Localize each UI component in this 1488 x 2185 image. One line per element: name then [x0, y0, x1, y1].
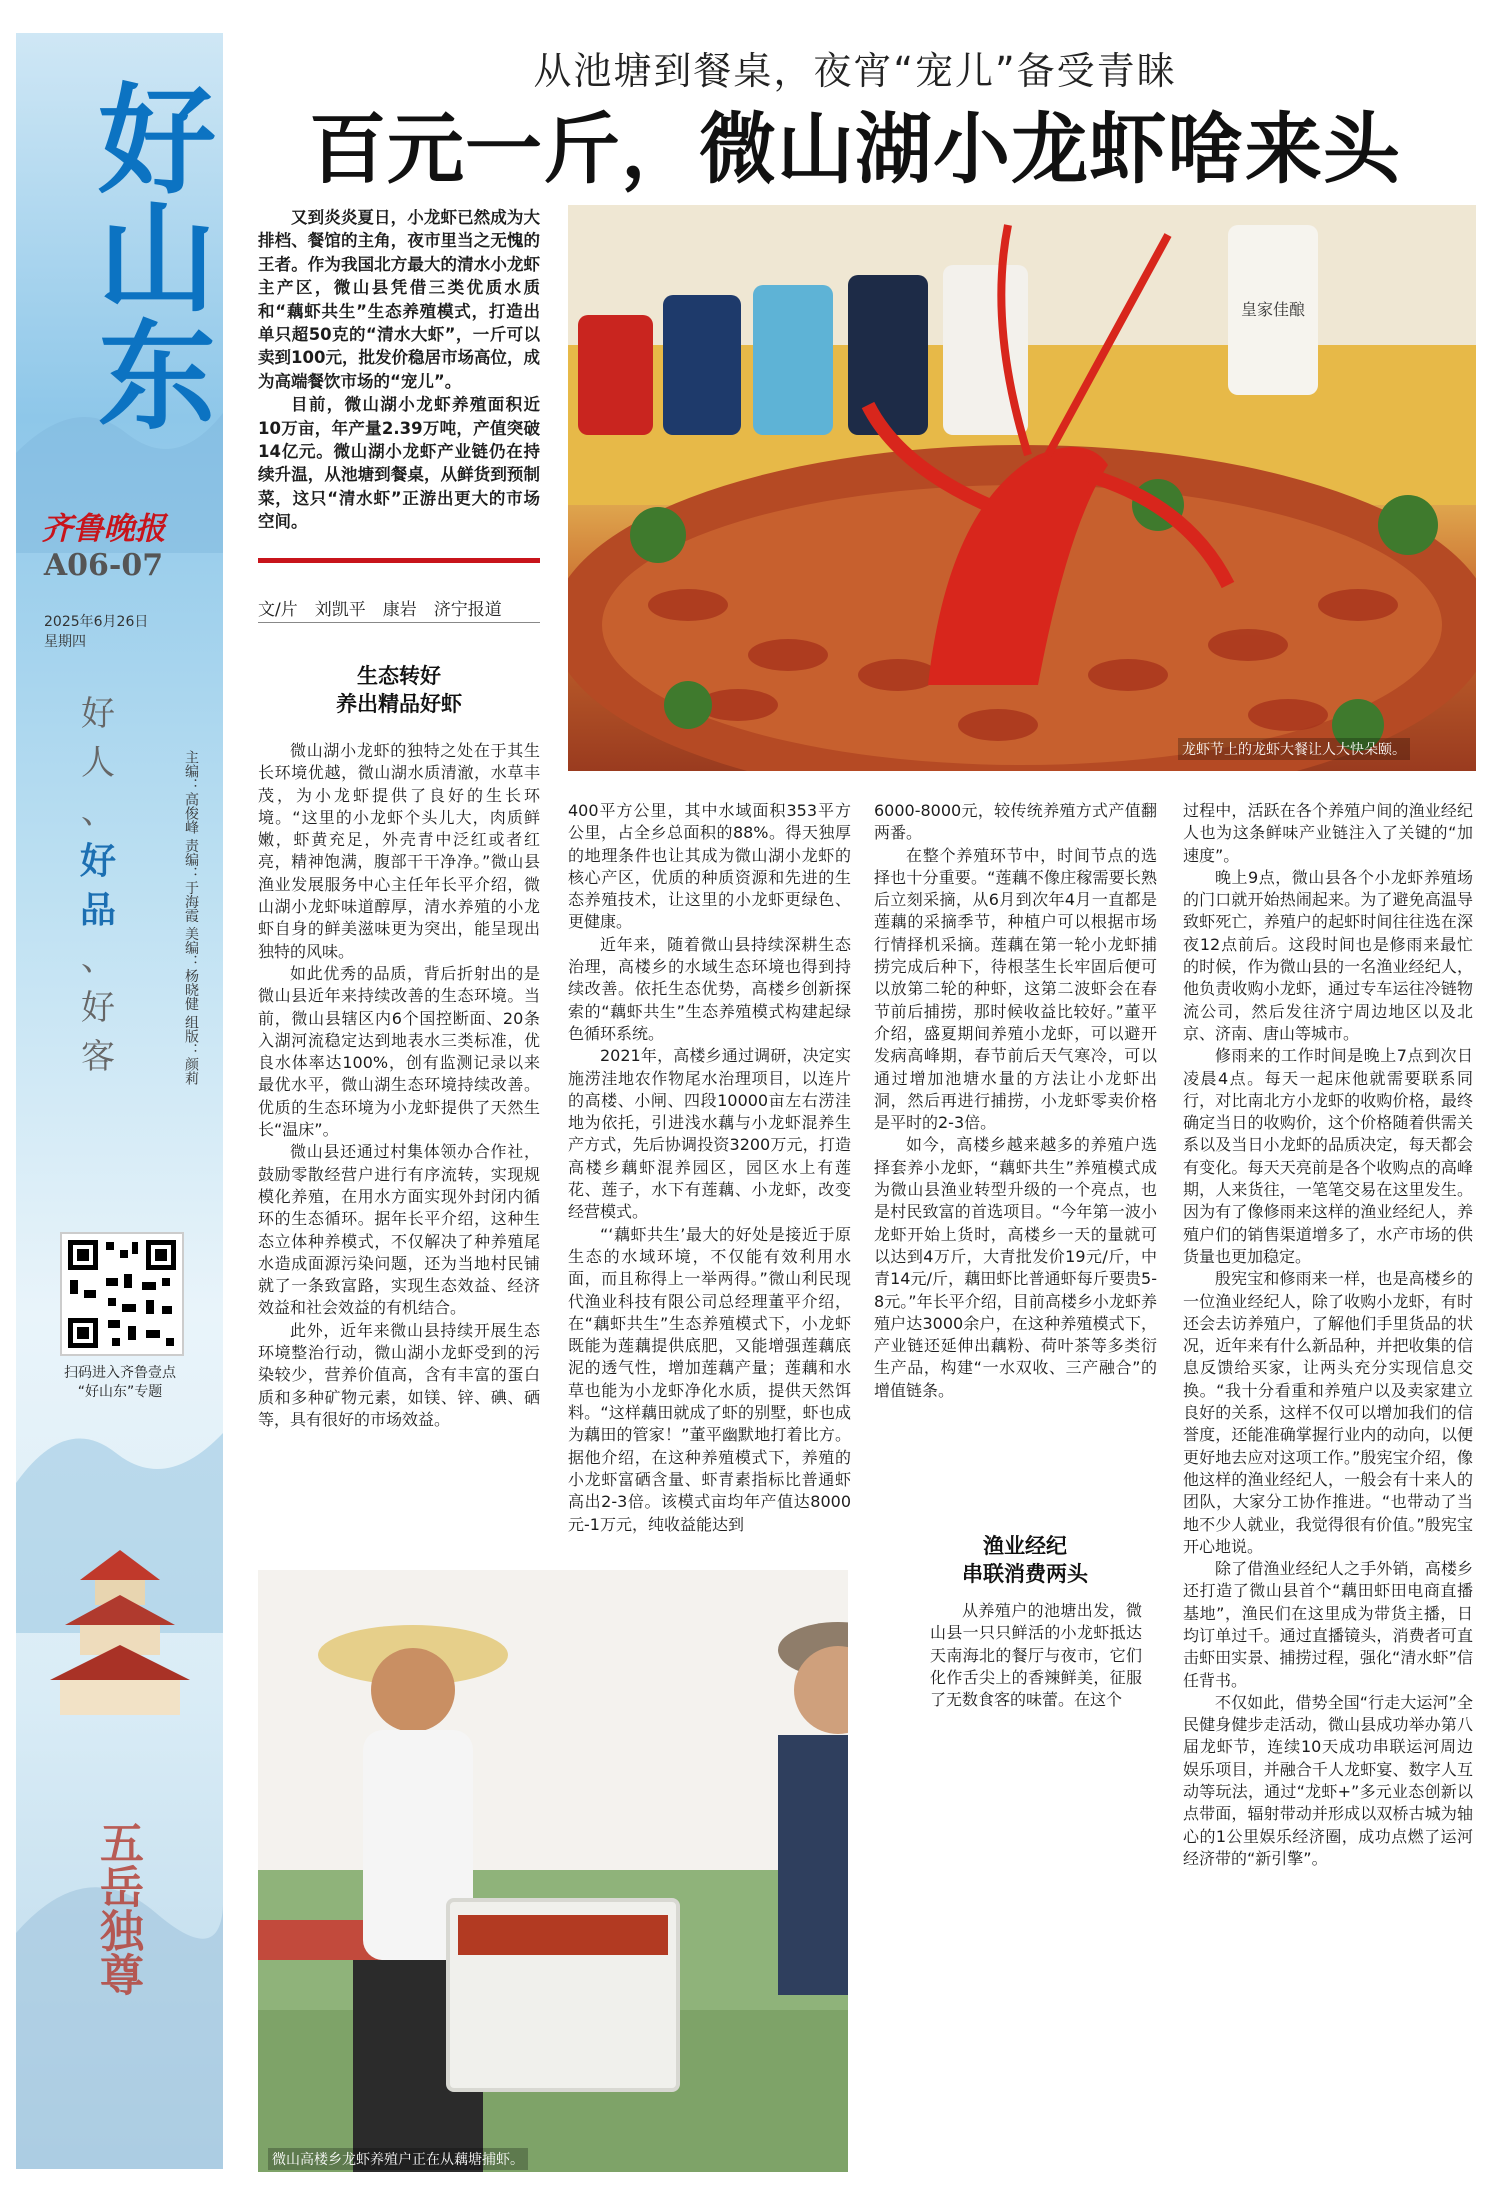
- paragraph: 2021年，高楼乡通过调研，决定实施涝洼地农作物尾水治理项目，以连片的高楼、小闸、四段10000亩左右涝洼地为依托，引进浅水藕与小龙虾混养生产方式，先后协调投资3200万元，打造高楼乡藕虾混养园区，园区水上有莲花、莲子，水下有莲藕、小龙虾，改变经营模式。: [568, 1046, 851, 1222]
- qr-caption: [30, 1364, 210, 1402]
- tagline-char: 、: [81, 792, 115, 832]
- paragraph: 晚上9点，微山县各个小龙虾养殖场的门口就开始热闹起来。为了避免高温导致虾死亡，养殖户的起虾时间往往选在深夜12点前后。这段时间也是修雨来最忙的时候，作为微山县的一名渔业经纪人，他负责收购小龙虾，通过专车运往冷链物流公司，然后发往济宁周边地区以及北京、济南、唐山等城市。: [1183, 867, 1473, 1043]
- column-1-text: [258, 740, 540, 1431]
- lobster-feast-illustration: [568, 205, 1476, 771]
- qr-code-icon: [62, 1234, 182, 1354]
- qr-caption-line: 扫码进入齐鲁壹点: [64, 1365, 176, 1381]
- column-4-text: [1183, 800, 1473, 1870]
- editor-credits: 主编：高俊峰 责编：于海霞 美编：杨晓健 组版：颜莉: [183, 750, 199, 1086]
- qr-code[interactable]: [60, 1232, 184, 1356]
- paragraph: 400平方公里，其中水域面积353平方公里，占全乡总面积的88%。得天独厚的地理条件也让其成为微山湖小龙虾的核心产区，优质的种质资源和先进的生态养殖技术，让这里的小龙虾更绿色、更健康。: [568, 801, 851, 932]
- lobster-feast-photo: [568, 205, 1476, 771]
- tagline-char: 客: [81, 1037, 115, 1077]
- tagline-char: 好: [81, 694, 115, 734]
- section-title-line: 养出精品好虾: [336, 691, 462, 716]
- section-title-line: 串联消费两头: [962, 1561, 1088, 1586]
- paragraph: 不仅如此，借势全国“行走大运河”全民健身健步走活动，微山县成功举办第八届龙虾节，连续10天成功串联运河周边娱乐项目，并融合千人龙虾宴、数字人互动等玩法，通过“龙虾+”多元业态创新以点带面，辐射带动并形成以双桥古城为轴心的1公里娱乐经济圈，成功点燃了运河经济带的“新引擎”。: [1183, 1692, 1473, 1868]
- paragraph: 微山县还通过村集体领办合作社，鼓励零散经营户进行有序流转，实现规模化养殖，在用水方面实现外封闭内循环的生态循环。据年长平介绍，这种生态立体种养模式，不仅解决了种养殖尾水造成面源污染问题，还为当地村民铺就了一条致富路，实现生态效益、经济效益和社会效益的有机结合。: [258, 1142, 540, 1318]
- tagline-char: 好: [81, 988, 115, 1028]
- column-3-text: [874, 800, 1157, 1402]
- paragraph: 微山湖小龙虾的独特之处在于其生长环境优越，微山湖水质清澈，水草丰茂，为小龙虾提供了良好的生长环境。“这里的小龙虾个头儿大，肉质鲜嫩，虾黄充足，外壳青中泛红或者红亮，精神饱满，腹部干干净净。”微山县渔业发展服务中心主任年长平介绍，微山湖小龙虾味道醇厚，清水养殖的小龙虾自身的鲜美滋味更为突出，能呈现出独特的风味。: [258, 741, 540, 961]
- section-title-ecology: [258, 662, 540, 718]
- issue-date: [44, 612, 148, 652]
- paragraph: “‘藕虾共生’最大的好处是接近于原生态的水域环境，不仅能有效利用水面，而且称得上一举两得。”微山利民现代渔业科技有限公司总经理董平介绍，在“藕虾共生”生态养殖模式下，小龙虾既能为莲藕提供底肥，又能增强莲藕底泥的透气性，增加莲藕产量；莲藕和水草也能为小龙虾净化水质，提供天然饵料。“这样藕田就成了虾的别墅，虾也成为藕田的管家！”董平幽默地打着比方。据他介绍，在这种养殖模式下，养殖的小龙虾富硒含量、虾青素指标比普通虾高出2-3倍。该模式亩均年产值达8000元-1万元，纯收益能达到: [568, 1224, 851, 1534]
- tagline-char: 人: [81, 743, 115, 783]
- farmers-illustration: [258, 1570, 848, 2172]
- section-title-broker: [920, 1532, 1130, 1588]
- bottle-label-text: 皇家佳酿: [1240, 302, 1306, 319]
- lead-paragraphs: [258, 206, 540, 534]
- tagline-char: 品: [79, 889, 116, 931]
- paragraph: 6000-8000元，较传统养殖方式产值翻两番。: [874, 801, 1157, 843]
- section-title-line: 生态转好: [357, 663, 441, 688]
- sidebar-title: 好山东: [78, 78, 217, 432]
- paragraph: 如此优秀的品质，背后折射出的是微山县近年来持续改善的生态环境。当前，微山县辖区内6个国控断面、20条入湖河流稳定达到地表水三类标准，优良水体率达100%，创有监测记录以来最优水平，微山湖生态环境持续改善。优质的生态环境为小龙虾提供了天然生长“温床”。: [258, 963, 540, 1140]
- paragraph: 在整个养殖环节中，时间节点的选择也十分重要。“莲藕不像庄稼需要长熟后立刻采摘，从6月到次年4月一直都是莲藕的采摘季节，种植户可以根据市场行情择机采摘。莲藕在第一轮小龙虾捕捞完成后种下，待根茎生长牢固后便可以放第二轮的种虾，这第二波虾会在春节前后捕捞，那时候收益比较好。”董平介绍，盛夏期间养殖小龙虾，可以避开发病高峰期，春节前后天气寒冷，可以通过增加池塘水量的方法让小龙虾出洞，然后再进行捕捞，小龙虾零卖价格是平时的2-3倍。: [874, 845, 1157, 1133]
- qr-caption-line: “好山东”专题: [77, 1384, 163, 1400]
- paragraph: 过程中，活跃在各个养殖户间的渔业经纪人也为这条鲜味产业链注入了关键的“加速度”。: [1183, 801, 1473, 865]
- page-number: A06-07: [43, 548, 164, 583]
- lead-paragraph: 目前，微山湖小龙虾养殖面积近10万亩，年产量2.39万吨，产值突破14亿元。微山湖小龙虾产业链仍在持续升温，从池塘到餐桌，从鲜货到预制菜，这只“清水虾”正游出更大的市场空间。: [258, 395, 540, 532]
- weekday-text: 星期四: [44, 634, 86, 650]
- byline-divider: [258, 622, 540, 623]
- paragraph: 从养殖户的池塘出发，微山县一只只鲜活的小龙虾抵达天南海北的餐厅与夜市，它们化作舌尖上的香辣鲜美，征服了无数食客的味蕾。在这个: [930, 1601, 1142, 1710]
- sidebar-tagline: [78, 690, 118, 1082]
- lead-paragraph: 又到炎炎夏日，小龙虾已然成为大排档、餐馆的主角，夜市里当之无愧的王者。作为我国北方最大的清水小龙虾主产区，微山县凭借三类优质水质和“藕虾共生”生态养殖模式，打造出单只超50克的“清水大虾”，一斤可以卖到100元，批发价稳居市场高位，成为高端餐饮市场的“宠儿”。: [258, 208, 540, 391]
- photo1-caption: 龙虾节上的龙虾大餐让人大快朵颐。: [1178, 738, 1410, 760]
- main-headline: 百元一斤，微山湖小龙虾啥来头: [309, 105, 1401, 195]
- lead-divider: [258, 558, 540, 563]
- paragraph: 除了借渔业经纪人之手外销，高楼乡还打造了微山县首个“藕田虾田电商直播基地”，渔民们在这里成为带货主播，日均订单过千。通过直播镜头，消费者可直击虾田实景、捕捞过程，强化“清水虾”信任背书。: [1183, 1559, 1473, 1690]
- kicker-headline: 从池塘到餐桌，夜宵“宠儿”备受青睐: [533, 49, 1177, 93]
- farmers-photo: [258, 1570, 848, 2172]
- paragraph: 如今，高楼乡越来越多的养殖户选择套养小龙虾，“藕虾共生”养殖模式成为微山县渔业转型升级的一个亮点，也是村民致富的首选项目。“今年第一波小龙虾开始上货时，高楼乡一天的量就可以达到4万斤，大青批发价19元/斤，中青14元/斤，藕田虾比普通虾每斤要贵5-8元。”年长平介绍，目前高楼乡小龙虾养殖户达3000余户，在这种养殖模式下，产业链还延伸出藕粉、荷叶茶等多类衍生产品，构建“一水双收、三产融合”的增值链条。: [874, 1135, 1157, 1400]
- section-title-line: 渔业经纪: [983, 1533, 1067, 1558]
- tagline-char: 好: [79, 840, 116, 882]
- column-3b-text: [930, 1600, 1142, 1711]
- sidebar-calligraphy: 五岳独尊: [92, 1820, 143, 1996]
- photo2-caption: 微山高楼乡龙虾养殖户正在从藕塘捕虾。: [268, 2148, 528, 2170]
- paragraph: 殷宪宝和修雨来一样，也是高楼乡的一位渔业经纪人，除了收购小龙虾，有时还会去访养殖户，了解他们手里货品的状况，近年来有什么新品种，并把收集的信息反馈给买家，让两头充分实现信息交换。“我十分看重和养殖户以及卖家建立良好的关系，这样不仅可以增加我们的信誉度，还能准确掌握行业内的动向，以便更好地去应对这项工作。”殷宪宝介绍，像他这样的渔业经纪人，一般会有十来人的团队，大家分工协作推进。“也带动了当地不少人就业，我觉得很有价值。”殷宪宝开心地说。: [1183, 1269, 1473, 1556]
- tagline-char: 、: [81, 939, 115, 979]
- paragraph: 此外，近年来微山县持续开展生态环境整治行动，微山湖小龙虾受到的污染较少，营养价值高，含有丰富的蛋白质和多种矿物元素，如镁、锌、碘、硒等，具有很好的市场效益。: [258, 1320, 540, 1429]
- date-text: 2025年6月26日: [44, 614, 149, 630]
- byline: 文/片 刘凯平 康岩 济宁报道: [258, 600, 502, 620]
- paragraph: 修雨来的工作时间是晚上7点到次日凌晨4点。每天一起床他就需要联系同行，对比南北方小龙虾的收购价格，最终确定当日的收购价，这个价格随着供需关系以及当日小龙虾的品质决定，每天都会有变化。每天天亮前是各个收购点的高峰期，人来货往，一笔笔交易在这里发生。因为有了像修雨来这样的渔业经纪人，养殖户们的销售渠道增多了，水产市场的供货量也更加稳定。: [1183, 1046, 1473, 1266]
- column-2-text: [568, 800, 851, 1536]
- paragraph: 近年来，随着微山县持续深耕生态治理，高楼乡的水域生态环境也得到持续改善。依托生态优势，高楼乡创新探索的“藕虾共生”生态养殖模式构建起绿色循环系统。: [568, 934, 851, 1043]
- newspaper-brand-logo: 齐鲁晚报: [41, 511, 166, 547]
- pagoda-illustration: [20, 1540, 220, 1720]
